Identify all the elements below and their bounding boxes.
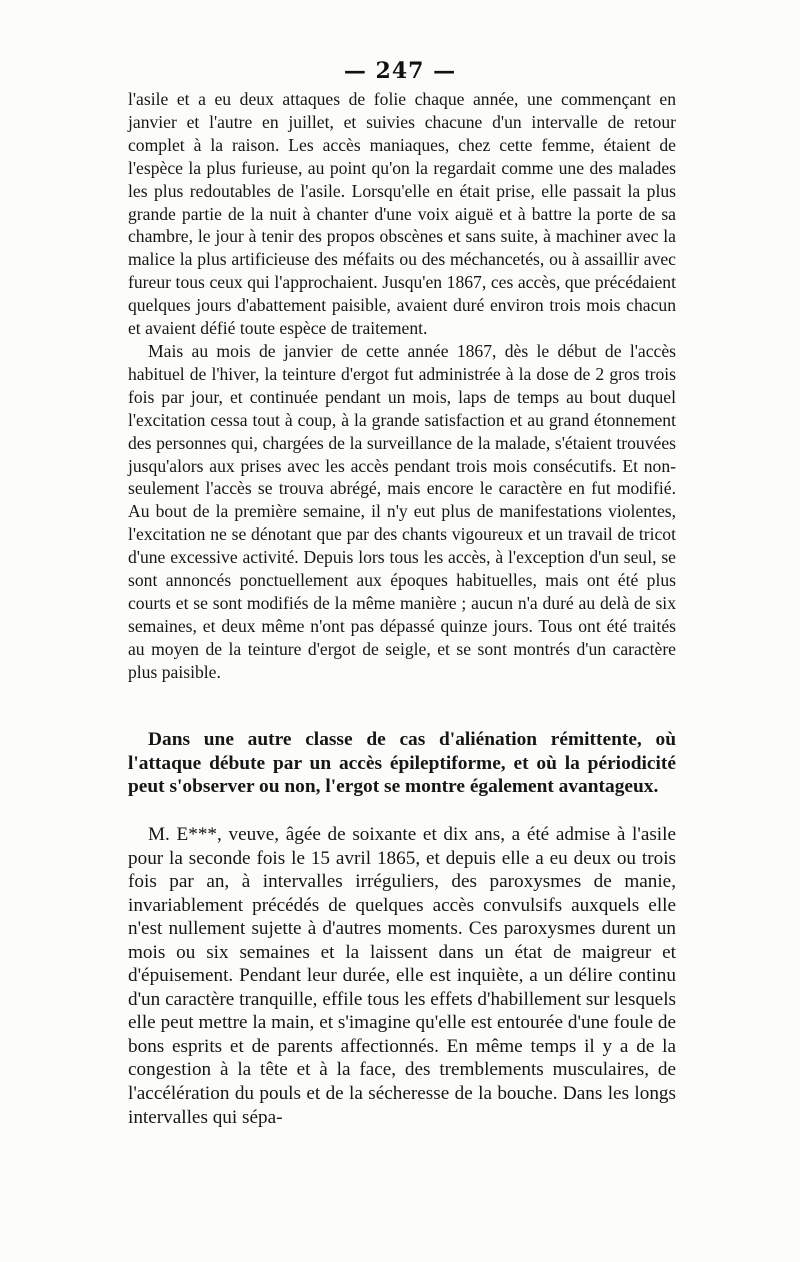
paragraph-ergot-treatment: Mais au mois de janvier de cette année 1867, dès le début de l'accès habituel de l'hiver, la teinture d'ergot fut administrée à la dose de 2 gros trois fois par jour, et continuée pendant un mois, laps de temps au bout duquel l'excitation cessa tout à coup, à la grande satisfaction et au grand étonnement des personnes qui, chargées de la surveillance de la malade, s'étaient trouvées jusqu'alors aux prises avec les accès pendant trois mois consécutifs. Et non-seulement l'accès se trouva abrégé, mais encore le caractère en fut modifié. Au bout de la première semaine, il n'y eut plus de manifestations violentes, l'excitation ne se dénotant que par des chants vigoureux et un travail de tricot d'une excessive activité. Depuis lors tous les accès, à l'exception d'un seul, se sont annoncés ponctuellement aux époques habituelles, mais ont été plus courts et se sont modifiés de la même manière ; aucun n'a duré au delà de six semaines, et deux même n'ont pas dépassé quinze jours. Tous ont été traités au moyen de la teinture d'ergot de seigle, et se sont montrés d'un caractère plus paisible.	[128, 340, 676, 682]
text-block-lower	[128, 823, 676, 1129]
paragraph-remittent-class: Dans une autre classe de cas d'aliénation rémittente, où l'attaque débute par un accès épileptiforme, et où la périodicité peut s'observer ou non, l'ergot se montre également avantageux.	[128, 729, 676, 798]
text-block-middle	[128, 728, 676, 799]
text-block-upper	[128, 88, 676, 684]
paragraph-case-widow: M. E***, veuve, âgée de soixante et dix ans, a été admise à l'asile pour la seconde fois le 15 avril 1865, et depuis elle a eu deux ou trois fois par an, à intervalles irréguliers, des paroxysmes de manie, invariablement précédés de quelques accès convulsifs auxquels elle n'est nullement sujette à d'autres moments. Ces paroxysmes durent un mois ou six semaines et la laissent dans un état de maigreur et d'épuisement. Pendant leur durée, elle est inquiète, a un délire continu d'un caractère tranquille, effile tous les effets d'habillement sur lesquels elle peut mettre la main, et s'imagine qu'elle est entourée d'une foule de bons esprits et de parents affectionnés. En même temps il y a de la congestion à la tête et à la face, des tremblements musculaires, de l'accélération du pouls et de la sécheresse de la bouche. Dans les longs intervalles qui sépa-	[128, 824, 676, 1128]
page-number: — 247 —	[343, 58, 457, 84]
paragraph-asile-attacks: l'asile et a eu deux attaques de folie chaque année, une commençant en janvier et l'autre en juillet, et suivies chacune d'un intervalle de retour complet à la raison. Les accès maniaques, chez cette femme, étaient de l'espèce la plus furieuse, au point qu'on la regardait comme une des malades les plus redoutables de l'asile. Lorsqu'elle en était prise, elle passait la plus grande partie de la nuit à chanter d'une voix aiguë et à battre la porte de sa chambre, le jour à tenir des propos obscènes et sans suite, à machiner avec la malice la plus artificieuse des méfaits ou des méchancetés, ou à assaillir avec fureur tous ceux qui l'approchaient. Jusqu'en 1867, ces accès, que précédaient quelques jours d'abattement paisible, avaient duré environ trois mois chacun et avaient défié toute espèce de traitement.	[128, 89, 676, 339]
